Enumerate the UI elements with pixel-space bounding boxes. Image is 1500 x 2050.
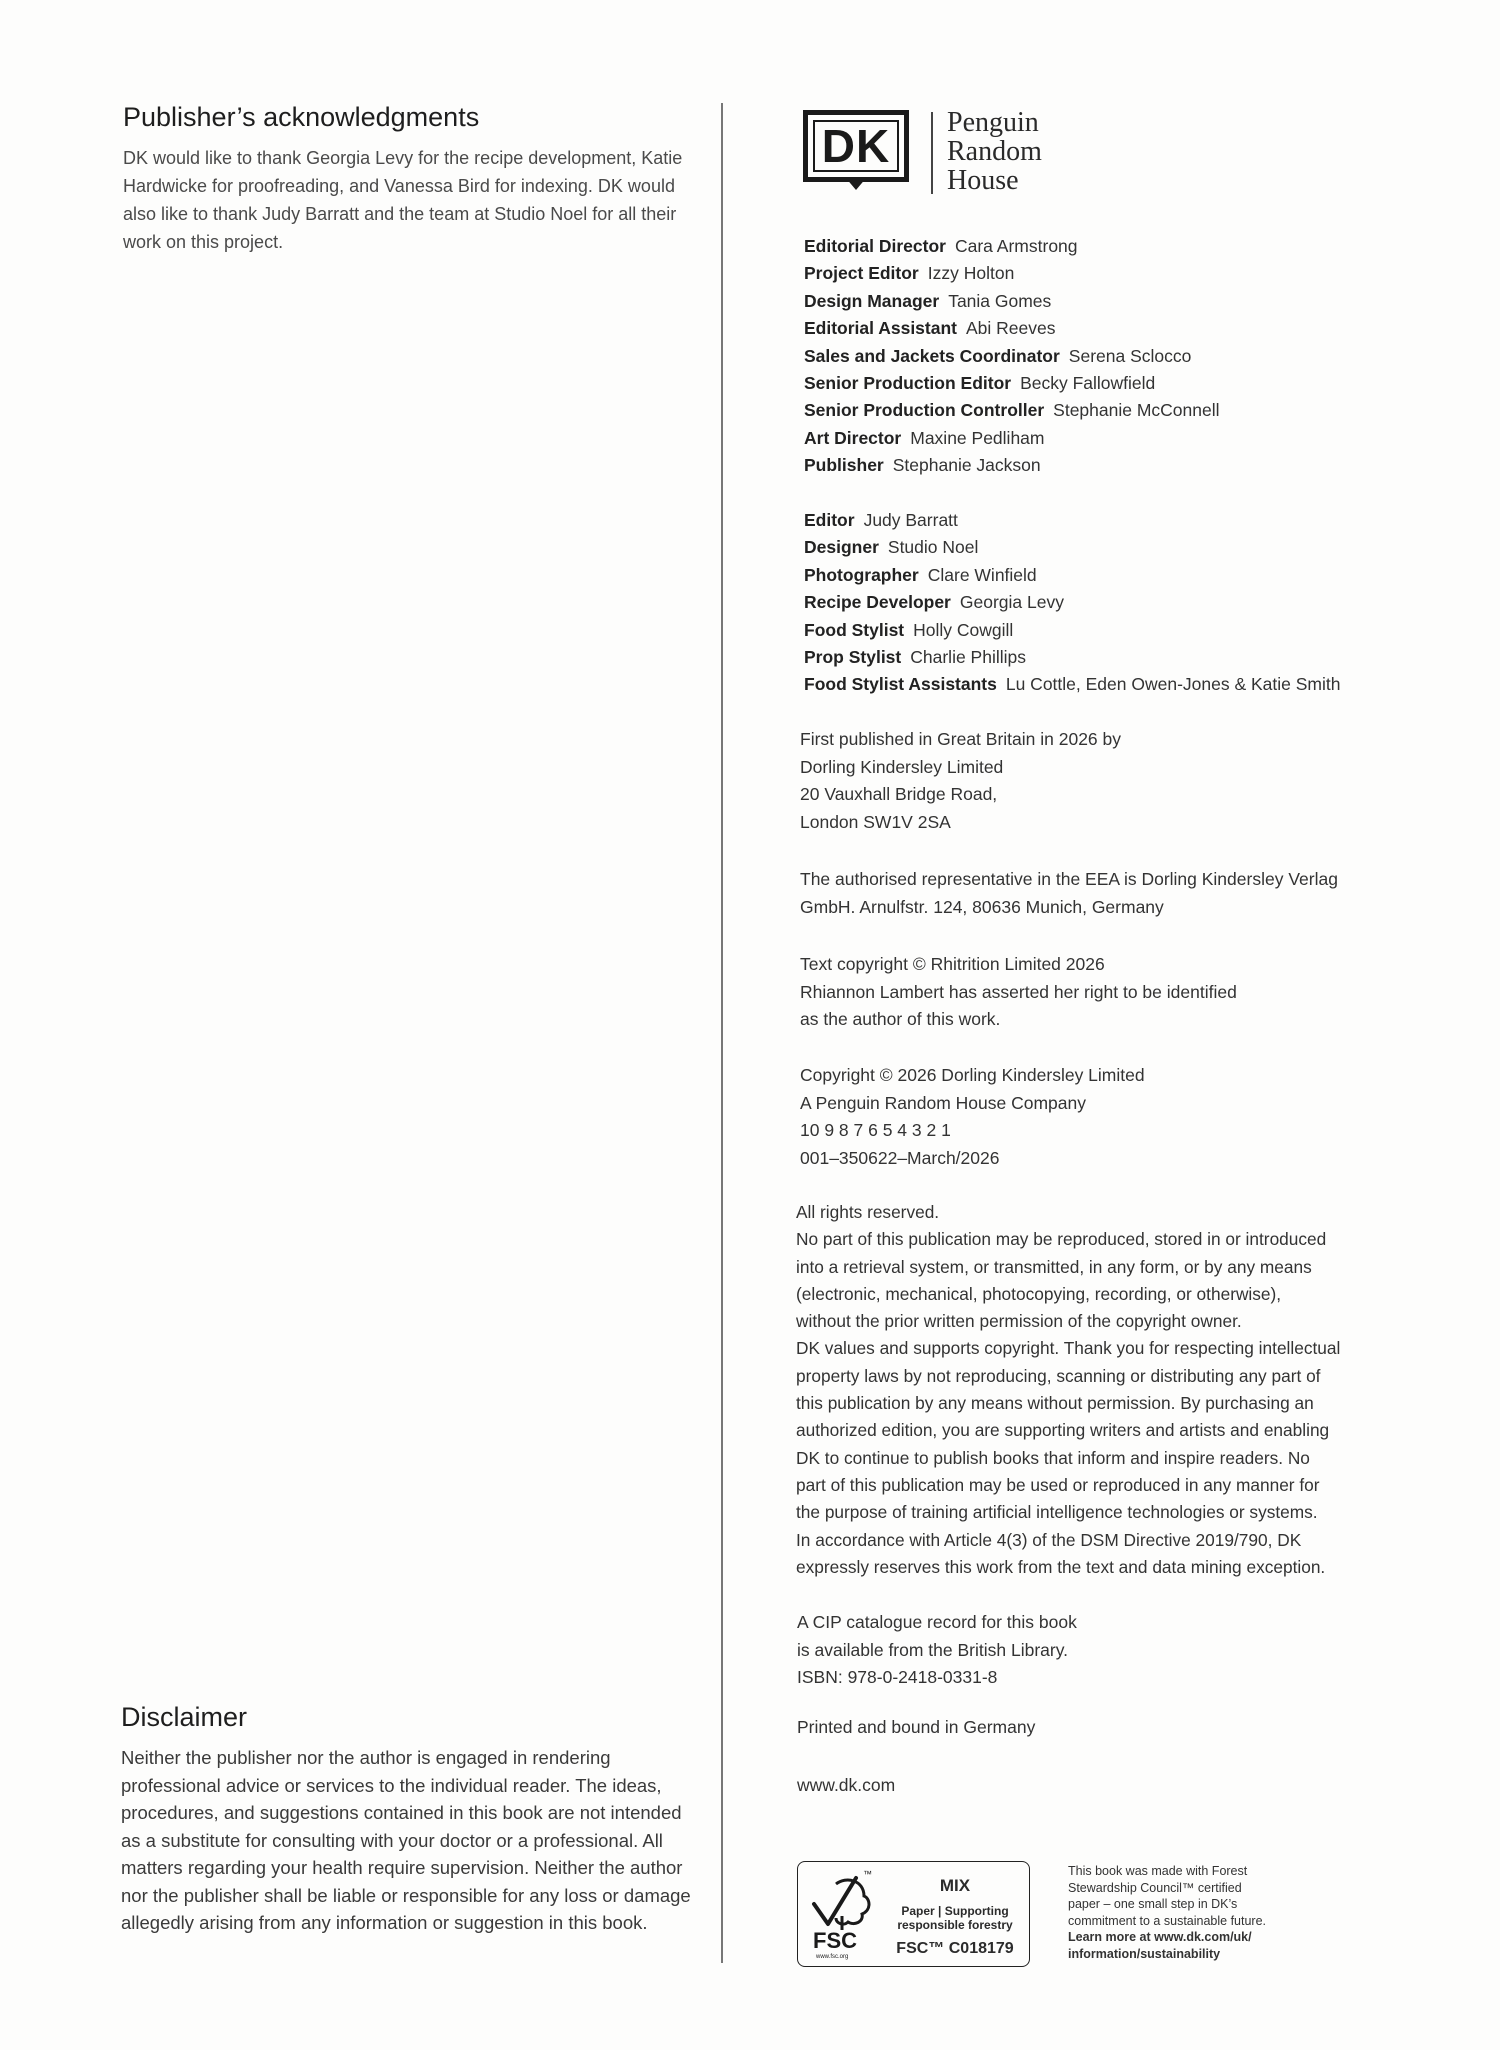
credit-role: Photographer: [804, 564, 919, 585]
text-line: Dorling Kindersley Limited: [800, 756, 1004, 777]
cip-block: [797, 1609, 1397, 1692]
fsc-paper-line: Paper | Supporting: [901, 1904, 1009, 1918]
credit-row: [804, 452, 1424, 479]
acknowledgments-heading: Publisher’s acknowledgments: [123, 102, 480, 132]
penguin-random-house-wordmark: [947, 108, 1042, 195]
text-line: (electronic, mechanical, photocopying, recording, or otherwise),: [796, 1283, 1282, 1304]
text-line: commitment to a sustainable future.: [1068, 1913, 1267, 1928]
dk-penguin-random-house-logo: [803, 107, 1103, 196]
logo-separator: [931, 112, 933, 194]
sustainability-link-line[interactable]: Learn more at www.dk.com/uk/: [1068, 1930, 1252, 1944]
credit-row: [804, 425, 1424, 452]
text-copyright-block: [800, 951, 1400, 1034]
fsc-logo-text: FSC: [813, 1928, 857, 1953]
text-line: This book was made with Forest: [1068, 1864, 1248, 1878]
dk-logo-box: [803, 110, 909, 182]
credit-role: Senior Production Editor: [804, 372, 1012, 393]
credit-name: Clare Winfield: [927, 564, 1037, 585]
text-line: DK values and supports copyright. Thank you for respecting intellectual: [796, 1338, 1341, 1359]
credit-row: [804, 507, 1424, 534]
credit-row: [804, 589, 1424, 616]
acknowledgments-text: DK would like to thank Georgia Levy for the recipe development, Katie Hardwicke for proofreading, and Vanessa Bird for indexing. DK would also like to thank Judy Barratt and the team at Studio Noel for all their work on this project.: [123, 148, 683, 252]
credit-role: Editorial Director: [804, 236, 946, 256]
credit-row: [804, 315, 1424, 342]
eea-representative-block: [800, 866, 1400, 921]
credit-role: Editor: [804, 510, 855, 530]
text-line: A Penguin Random House Company: [800, 1092, 1087, 1113]
text-line: into a retrieval system, or transmitted, in any form, or by any means: [796, 1256, 1312, 1277]
credit-role: Art Director: [804, 427, 902, 448]
wordmark-house: House: [947, 165, 1019, 196]
credit-name: Becky Fallowfield: [1020, 372, 1156, 393]
website-link[interactable]: www.dk.com: [797, 1775, 896, 1795]
text-line: paper – one small step in DK’s: [1068, 1897, 1238, 1911]
printed-in: Printed and bound in Germany: [797, 1717, 1036, 1737]
text-line: 20 Vauxhall Bridge Road,: [800, 784, 998, 804]
text-line: without the prior written permission of the copyright owner.: [796, 1311, 1242, 1332]
text-line: ISBN: 978-0-2418-0331-8: [797, 1667, 998, 1687]
credit-role: Editorial Assistant: [804, 318, 957, 339]
fsc-paper-label: [886, 1904, 1024, 1932]
column-divider: [721, 103, 723, 1963]
credit-role: Design Manager: [804, 290, 940, 311]
credit-role: Recipe Developer: [804, 592, 951, 613]
credit-role: Publisher: [804, 455, 884, 476]
credit-name: Abi Reeves: [966, 318, 1056, 339]
text-line: authorized edition, you are supporting writers and artists and enabling: [796, 1420, 1330, 1441]
fsc-certification-badge: [797, 1861, 1030, 1967]
text-line: London SW1V 2SA: [800, 811, 951, 832]
credit-row: [804, 397, 1424, 424]
credit-name: Serena Sclocco: [1068, 345, 1192, 366]
credit-name: Lu Cottle, Eden Owen-Jones & Katie Smith: [1005, 674, 1341, 695]
credit-role: Food Stylist: [804, 619, 905, 640]
credit-row: [804, 233, 1424, 260]
credit-role: Project Editor: [804, 263, 919, 284]
text-line: A CIP catalogue record for this book: [797, 1612, 1077, 1632]
fsc-sustainability-note: [1068, 1863, 1338, 1962]
credit-row: [804, 671, 1424, 698]
credit-row: [804, 617, 1424, 644]
disclaimer-text: Neither the publisher nor the author is engaged in rendering professional advice or services to the individual reader. The ideas, procedures, and suggestions contained in this book are not intended as a substitute for consulting with your doctor or a professional. All matters regarding your health require supervision. Neither the author nor the publisher shall be liable or responsible for any loss or damage allegedly arising from any information or suggestion in this book.: [121, 1747, 691, 1933]
text-line: No part of this publication may be reproduced, stored in or introduced: [796, 1229, 1327, 1250]
text-line: In accordance with Article 4(3) of the DSM Directive 2019/790, DK: [796, 1529, 1302, 1550]
credit-row: [804, 343, 1424, 370]
dk-logo-text: DK: [813, 120, 899, 172]
fsc-paper-line: responsible forestry: [897, 1918, 1013, 1932]
fsc-mix-label: MIX: [939, 1876, 971, 1895]
text-line: First published in Great Britain in 2026 by: [800, 729, 1121, 749]
text-line: part of this publication may be used or reproduced in any manner for: [796, 1474, 1320, 1495]
rights-reserved-block: [796, 1199, 1406, 1581]
credit-role: Food Stylist Assistants: [804, 674, 997, 695]
credit-name: Stephanie McConnell: [1053, 400, 1220, 421]
text-line: Copyright © 2026 Dorling Kindersley Limited: [800, 1065, 1145, 1085]
credit-row: [804, 288, 1424, 315]
dk-logo-tail: [845, 177, 867, 190]
credit-role: Senior Production Controller: [804, 400, 1045, 421]
text-line: property laws by not reproducing, scanning or distributing any part of: [796, 1365, 1321, 1386]
text-line: Text copyright © Rhitrition Limited 2026: [800, 954, 1105, 974]
credit-role: Prop Stylist: [804, 646, 902, 667]
dk-credits-list: [804, 233, 1424, 480]
text-line: 001–350622–March/2026: [800, 1147, 1000, 1168]
text-line: 10 9 8 7 6 5 4 3 2 1: [800, 1120, 951, 1140]
credit-name: Holly Cowgill: [913, 619, 1014, 640]
text-line: The authorised representative in the EEA is Dorling Kindersley Verlag: [800, 869, 1338, 889]
fsc-tm-mark: ™: [863, 1869, 872, 1879]
first-published-block: [800, 726, 1400, 836]
text-line: Stewardship Council™ certified: [1068, 1880, 1242, 1895]
credit-name: Cara Armstrong: [954, 236, 1078, 256]
text-line: this publication by any means without permission. By purchasing an: [796, 1393, 1314, 1414]
text-line: expressly reserves this work from the text and data mining exception.: [796, 1556, 1326, 1577]
credit-name: Izzy Holton: [927, 263, 1015, 284]
text-line: Rhiannon Lambert has asserted her right to be identified: [800, 981, 1237, 1002]
copyright-block: [800, 1062, 1400, 1172]
credit-name: Judy Barratt: [863, 510, 958, 530]
credit-role: Designer: [804, 537, 879, 558]
wordmark-random: Random: [947, 136, 1042, 167]
text-line: All rights reserved.: [796, 1202, 940, 1222]
text-line: as the author of this work.: [800, 1009, 1001, 1029]
credit-name: Georgia Levy: [959, 592, 1064, 613]
sustainability-link-line[interactable]: information/sustainability: [1068, 1946, 1221, 1961]
credit-name: Tania Gomes: [948, 290, 1052, 311]
text-line: the purpose of training artificial intelligence technologies or systems.: [796, 1502, 1318, 1523]
studio-credits-list: [804, 507, 1424, 699]
credit-row: [804, 534, 1424, 561]
credit-role: Sales and Jackets Coordinator: [804, 345, 1060, 366]
credit-row: [804, 644, 1424, 671]
credit-row: [804, 370, 1424, 397]
text-line: is available from the British Library.: [797, 1639, 1069, 1660]
fsc-license-code: FSC™ C018179: [896, 1940, 1014, 1957]
credit-row: [804, 260, 1424, 287]
fsc-tree-checkmark-icon: [806, 1868, 876, 1960]
text-line: DK to continue to publish books that inform and inspire readers. No: [796, 1447, 1310, 1468]
credit-row: [804, 562, 1424, 589]
credit-name: Studio Noel: [887, 537, 979, 558]
credit-name: Maxine Pedliham: [910, 427, 1045, 448]
text-line: GmbH. Arnulfstr. 124, 80636 Munich, Germany: [800, 896, 1164, 917]
fsc-url: www.fsc.org: [816, 1954, 849, 1960]
credit-name: Charlie Phillips: [910, 646, 1026, 667]
credit-name: Stephanie Jackson: [892, 455, 1041, 476]
wordmark-penguin: Penguin: [947, 107, 1039, 138]
disclaimer-heading: Disclaimer: [121, 1702, 248, 1732]
